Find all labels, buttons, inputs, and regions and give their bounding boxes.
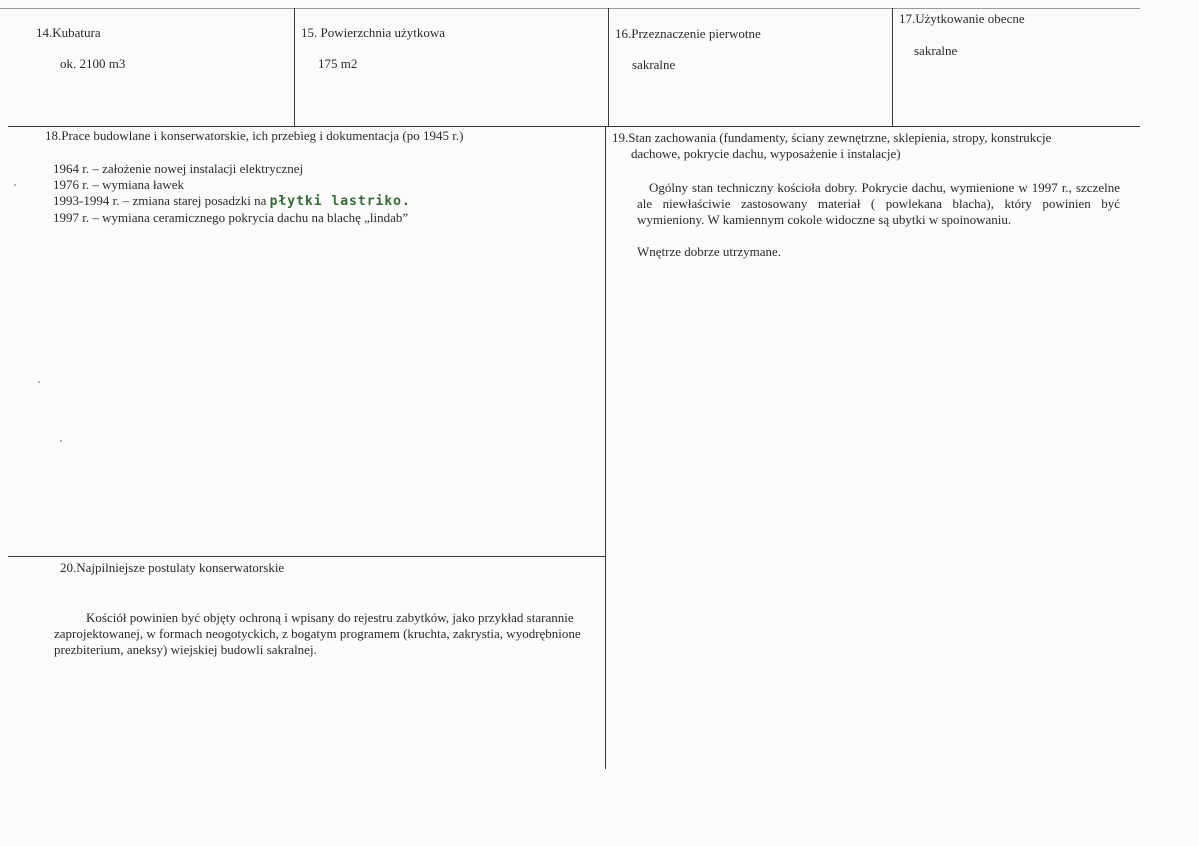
- scan-speck: [14, 184, 16, 186]
- works-entry: 1976 r. – wymiana ławek: [53, 177, 185, 192]
- conservation-postulates-label: 20.Najpilniejsze postulaty konserwatorskie: [60, 560, 285, 575]
- handwritten-note: płytki lastriko.: [269, 194, 411, 209]
- divider-14-15: [294, 8, 295, 127]
- divider-16-17: [892, 8, 893, 127]
- row1-bottom-rule: [8, 126, 1140, 127]
- scan-speck: [38, 381, 40, 383]
- works-entry: 1997 r. – wymiana ceramicznego pokrycia dachu na blachę „lindab”: [53, 210, 409, 225]
- kubatura-value: ok. 2100 m3: [60, 56, 126, 71]
- usable-area-value: 175 m2: [318, 56, 358, 71]
- works-entry: 1964 r. – założenie nowej instalacji elektrycznej: [53, 161, 304, 176]
- conservation-postulates-paragraph: Kościół powinien być objęty ochroną i wpisany do rejestru zabytków, jako przykład starannie zaprojektowanej, w formach neogotyckich, z bogatym programem (kruchta, zakrystia, wyodrębnione prezbiterium, aneksy) wiejskiej budowli sakralnej.: [54, 610, 581, 657]
- top-rule: [0, 8, 1140, 9]
- scan-speck: [60, 440, 62, 442]
- works-history-list: [53, 161, 598, 226]
- works-history-label: 18.Prace budowlane i konserwatorskie, ich przebieg i dokumentacja (po 1945 r.): [45, 128, 464, 143]
- condition-paragraph: Ogólny stan techniczny kościoła dobry. Pokrycie dachu, wymienione w 1997 r., szczelne ale niewłaściwie zastosowany materiał ( powlekana blacha), który powinien być wymieniony. W kamiennym cokole widoczne są ubytki w spoinowaniu.: [637, 180, 1120, 227]
- condition-paragraph-interior: Wnętrze dobrze utrzymane.: [637, 244, 782, 259]
- works-entry: 1993-1994 r. – zmiana starej posadzki na płytki lastriko.: [53, 193, 411, 209]
- current-use-value: sakralne: [914, 43, 958, 58]
- condition-label-continued: dachowe, pokrycie dachu, wyposażenie i instalacje): [631, 146, 901, 161]
- column-divider: [605, 127, 606, 769]
- original-purpose-value: sakralne: [632, 57, 676, 72]
- kubatura-label: 14.Kubatura: [36, 25, 101, 40]
- divider-15-16: [608, 8, 609, 127]
- usable-area-label: 15. Powierzchnia użytkowa: [301, 25, 446, 40]
- section-20-top-rule: [8, 556, 606, 557]
- condition-label: 19.Stan zachowania (fundamenty, ściany zewnętrzne, sklepienia, stropy, konstrukcje: [612, 130, 1052, 145]
- original-purpose-label: 16.Przeznaczenie pierwotne: [615, 26, 761, 41]
- current-use-label: 17.Użytkowanie obecne: [899, 11, 1025, 26]
